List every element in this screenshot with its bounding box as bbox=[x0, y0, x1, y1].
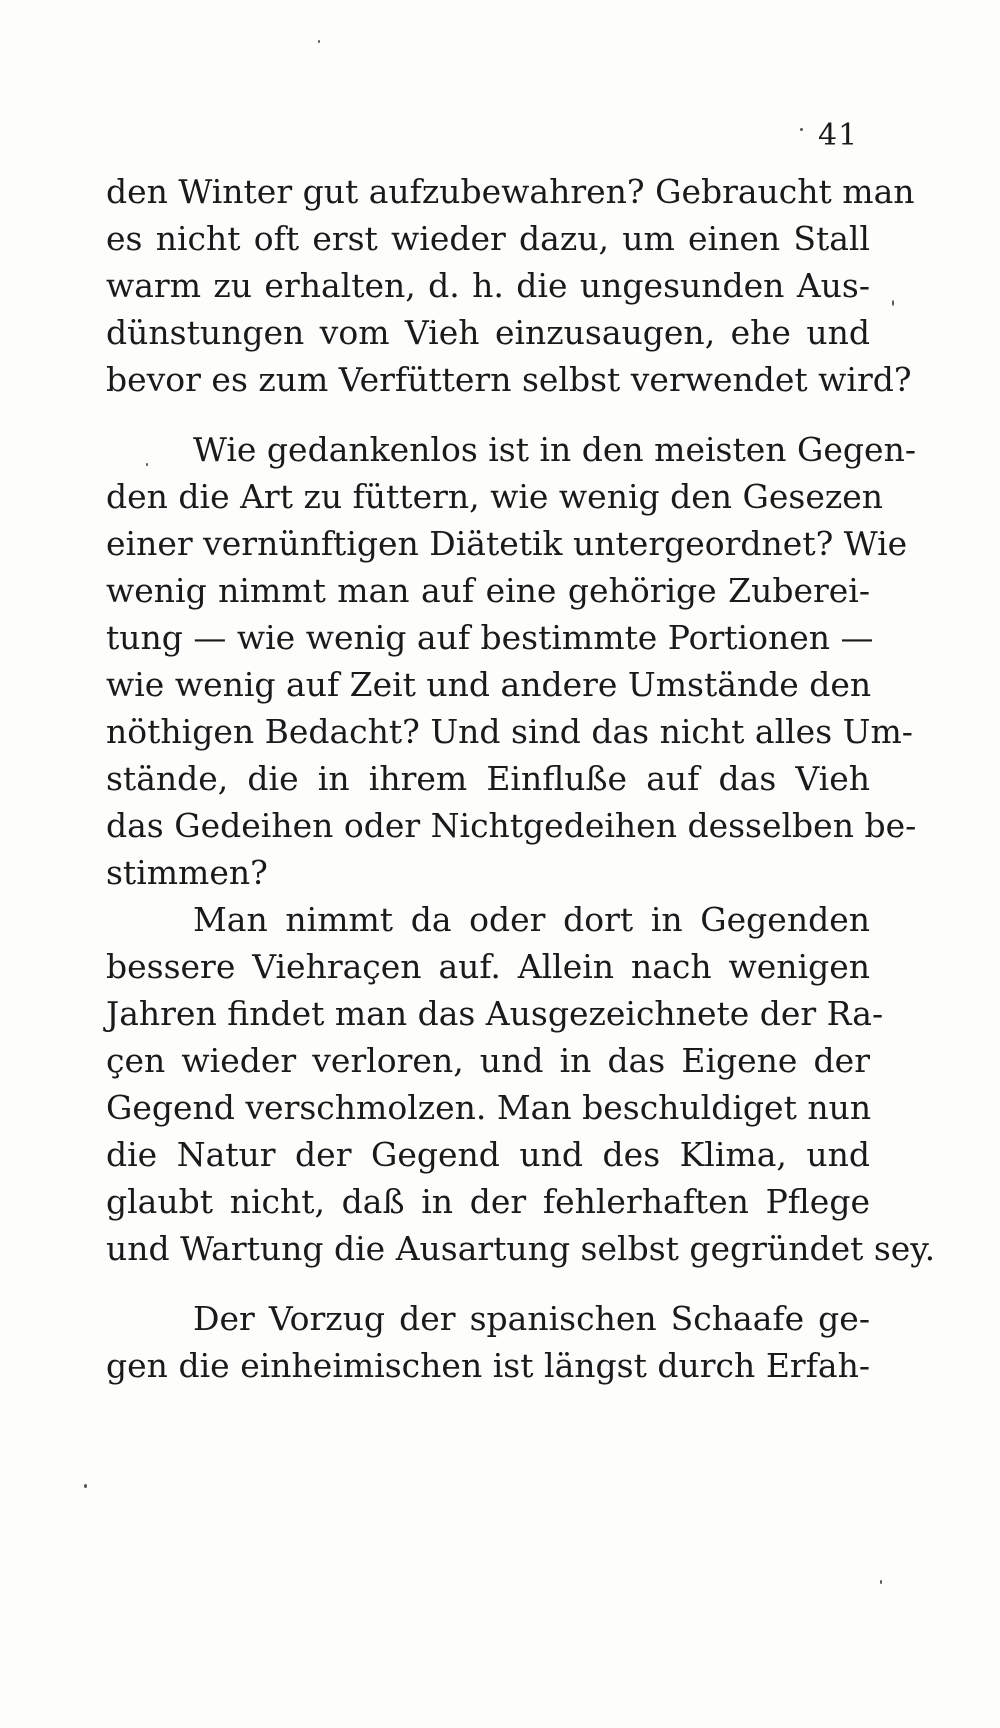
text-line: Gegend verschmolzen. Man beschuldiget nun bbox=[106, 1088, 872, 1127]
scan-speck bbox=[146, 463, 148, 466]
text-line: tung — wie wenig auf bestimmte Portionen — bbox=[106, 618, 874, 657]
scan-speck bbox=[880, 1580, 882, 1584]
text-line: warm zu erhalten, d. h. die ungesunden Aus- bbox=[106, 266, 870, 305]
text-line: wenig nimmt man auf eine gehörige Zuberei- bbox=[106, 571, 870, 610]
scan-speck bbox=[892, 300, 894, 306]
text-line: die Natur der Gegend und des Klima, und bbox=[106, 1135, 870, 1174]
scan-speck bbox=[84, 1484, 87, 1488]
scan-speck bbox=[800, 128, 803, 131]
text-line: wie wenig auf Zeit und andere Umstände den bbox=[106, 665, 872, 704]
text-line: bevor es zum Verfüttern selbst verwendet wird? bbox=[106, 360, 912, 399]
text-line: stände, die in ihrem Einfluße auf das Vieh bbox=[106, 759, 870, 798]
text-line: den Winter gut aufzubewahren? Gebraucht man bbox=[106, 172, 915, 211]
text-line: glaubt nicht, daß in der fehlerhaften Pflege bbox=[106, 1182, 870, 1221]
text-line: Man nimmt da oder dort in Gegenden bbox=[193, 900, 870, 939]
text-line: dünstungen vom Vieh einzusaugen, ehe und bbox=[106, 313, 870, 352]
text-line: Jahren findet man das Ausgezeichnete der Ra- bbox=[106, 994, 884, 1033]
text-line: das Gedeihen oder Nichtgedeihen desselben be- bbox=[106, 806, 917, 845]
text-line: çen wieder verloren, und in das Eigene der bbox=[106, 1041, 870, 1080]
text-line: Wie gedankenlos ist in den meisten Gegen- bbox=[193, 430, 916, 469]
page-number: 41 bbox=[818, 118, 859, 153]
text-line: Der Vorzug der spanischen Schaafe ge- bbox=[193, 1299, 870, 1338]
text-line: gen die einheimischen ist längst durch Erfah- bbox=[106, 1346, 870, 1385]
text-line: bessere Viehraçen auf. Allein nach wenigen bbox=[106, 947, 870, 986]
text-line: nöthigen Bedacht? Und sind das nicht alles Um- bbox=[106, 712, 913, 751]
text-line: stimmen? bbox=[106, 853, 268, 892]
text-line: es nicht oft erst wieder dazu, um einen Stall bbox=[106, 219, 870, 258]
text-line: den die Art zu füttern, wie wenig den Gesezen bbox=[106, 477, 884, 516]
text-line: und Wartung die Ausartung selbst gegründet sey. bbox=[106, 1229, 936, 1268]
scan-speck bbox=[318, 40, 320, 43]
text-line: einer vernünftigen Diätetik untergeordnet? Wie bbox=[106, 524, 908, 563]
